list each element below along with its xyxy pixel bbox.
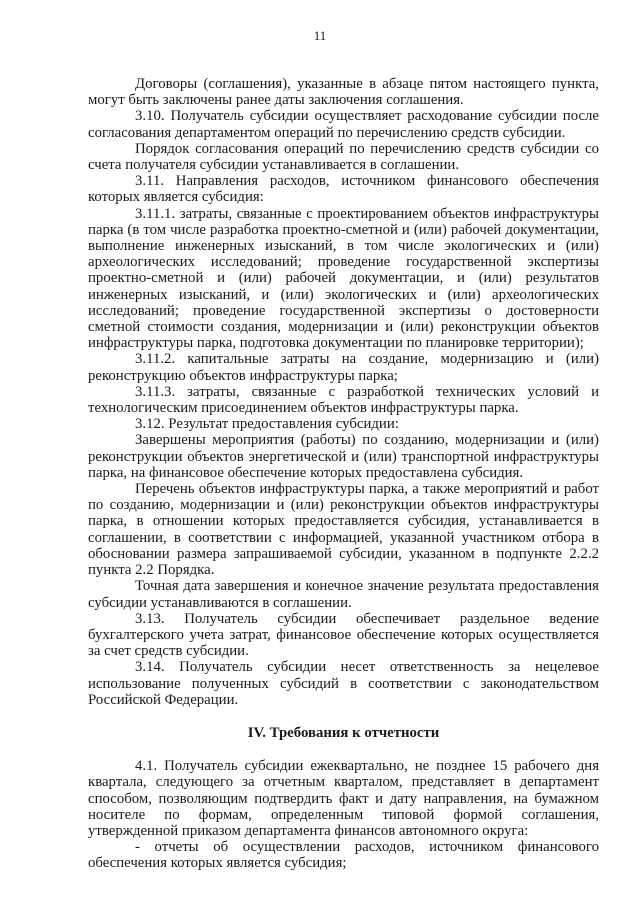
paragraph-3-11: 3.11. Направления расходов, источником финансового обеспечения которых является субсидия: (88, 173, 599, 206)
paragraph-completion-date: Точная дата завершения и конечное значение результата предоставления субсидии устанавливаются в соглашении. (88, 578, 599, 611)
paragraph-3-11-3: 3.11.3. затраты, связанные с разработкой технических условий и технологическим присоединением объектов инфраструктуры парка. (88, 383, 599, 417)
paragraph-approval-procedure: Порядок согласования операций по перечислению средств субсидии со счета получателя субсидии устанавливается в соглашении. (88, 140, 599, 174)
paragraph-contracts-note: Договоры (соглашения), указанные в абзаце пятом настоящего пункта, могут быть заключены ранее даты заключения соглашения. (88, 76, 599, 109)
paragraph-3-12: 3.12. Результат предоставления субсидии: (135, 416, 399, 433)
paragraph-4-1: 4.1. Получатель субсидии ежеквартально, не позднее 15 рабочего дня квартала, следующего за отчетным кварталом, представляет в департамент способом, позволяющим подтвердить факт и дату направления, на бумажном носителе по формам, определенным типовой формой соглашения, утвержденной приказом департамента финансов автономного округа: (88, 758, 599, 839)
section-heading: IV. Требования к отчетности (247, 724, 440, 741)
paragraph-3-14: 3.14. Получатель субсидии несет ответственность за нецелевое использование полученных субсидий в соответствии с законодательством Российской Федерации. (88, 659, 599, 708)
paragraph-3-13: 3.13. Получатель субсидии обеспечивает раздельное ведение бухгалтерского учета затрат, финансовое обеспечение которых осуществляется за счет средств субсидии. (88, 610, 599, 660)
paragraph-report-item: - отчеты об осуществлении расходов, источником финансового обеспечения которых является субсидия; (88, 839, 599, 872)
paragraph-3-10: 3.10. Получатель субсидии осуществляет расходование субсидии после согласования департаментом операций по перечислению средств субсидии. (88, 108, 599, 141)
paragraph-result-completed: Завершены мероприятия (работы) по созданию, модернизации и (или) реконструкции объектов энергетической и (или) транспортной инфраструктуры парка, на финансовое обеспечение которых предоставлена субсидия. (88, 432, 599, 481)
paragraph-3-11-1: 3.11.1. затраты, связанные с проектированием объектов инфраструктуры парка (в том числе разработка проектно-сметной и (или) рабочей документации, выполнение инженерных изысканий, в том числе экологических и (или) археологических исследований; проведение государственной экспертизы проектно-сметной и (или) рабочей документации, и (или) результатов инженерных изысканий, и (или) экологических и (или) археологических исследований; проведение государственной экспертизы о достоверности сметной стоимости создания, модернизации и (или) реконструкции объектов инфраструктуры парка, подготовка документации по планировке территории); (88, 205, 599, 352)
document-body (88, 76, 599, 872)
page-number: 11 (313, 28, 327, 43)
paragraph-3-11-2: 3.11.2. капитальные затраты на создание, модернизацию и (или) реконструкцию объектов инфраструктуры парка; (88, 351, 599, 384)
paragraph-objects-list: Перечень объектов инфраструктуры парка, а также мероприятий и работ по созданию, модернизации и (или) реконструкции объектов инфраструктуры парка, в отношении которых предоставляется субсидия, устанавливается в соглашении, в соответствии с информацией, указанной участником отбора в обосновании размера запрашиваемой субсидии, указанном в подпункте 2.2.2 пункта 2.2 Порядка. (88, 481, 599, 579)
